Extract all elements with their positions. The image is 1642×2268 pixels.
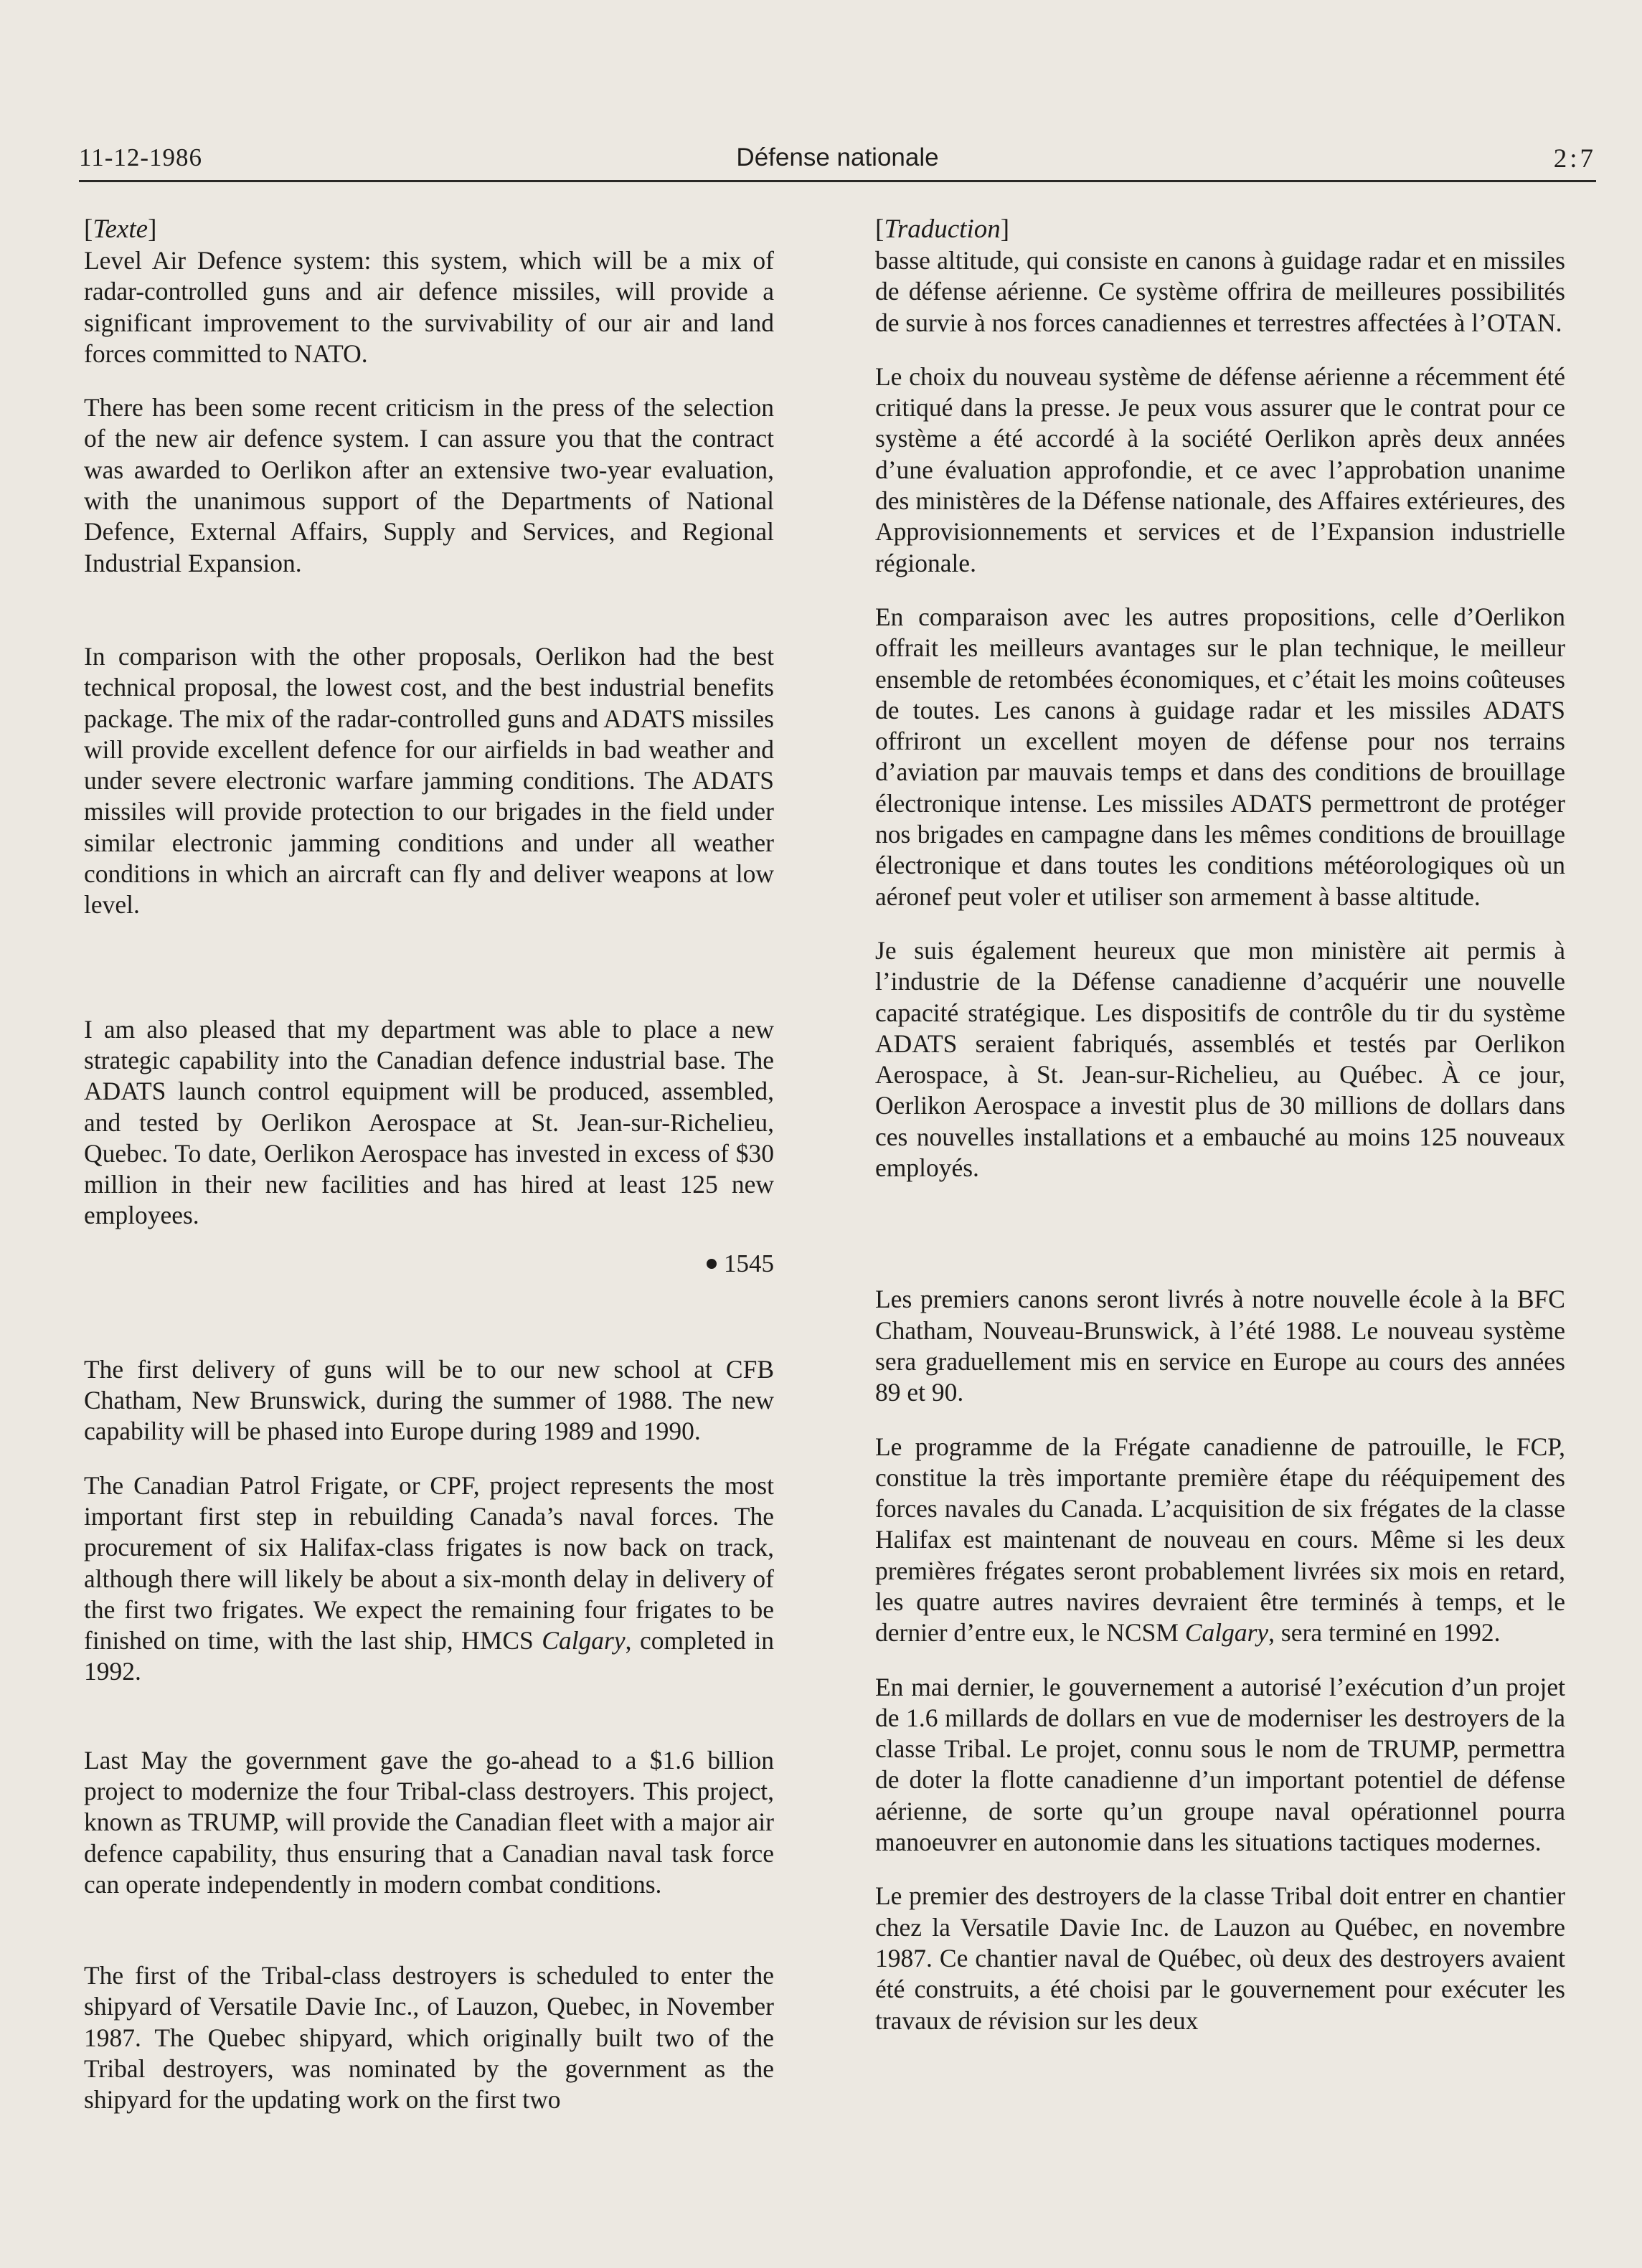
- text-tag: [Texte]: [84, 214, 157, 244]
- ship-name: Calgary: [542, 1626, 626, 1655]
- paragraph: En comparaison avec les autres propositions, celle d’Oerlikon offrait les meilleurs avantages sur le plan technique, le meilleur ensemble de retombées économiques, et c’était les moins coûteuses de toutes. Les canons à guidage radar et les missiles ADATS offriront un excellent moyen de défense pour nos terrains d’aviation par mauvais temps et dans des conditions de brouillage électronique intense. Les missiles ADATS permettront de protéger nos brigades en campagne dans les mêmes conditions de brouillage électronique et dans toutes les conditions météorologiques où un aéronef peut voler et utiliser son armement à basse altitude.: [875, 602, 1565, 911]
- ship-name: Calgary: [1184, 1618, 1269, 1648]
- paragraph: Le programme de la Frégate canadienne de patrouille, le FCP, constitue la très importante première étape du rééquipement des forces navales du Canada. L’acquisition de six frégates de la classe Halifax est maintenant de nouveau en cours. Même si les deux premières frégates seront probablement livrées six mois en retard, les quatre autres navires devraient être terminés à temps, et le dernier d’entre eux, le NCSM Calgary, sera terminé en 1992.: [875, 1432, 1565, 1648]
- paragraph: basse altitude, qui consiste en canons à guidage radar et en missiles de défense aérienne. Ce système offrira de meilleures possibilités de survie à nos forces canadiennes et terrestres affectées à l’OTAN.: [875, 246, 1565, 337]
- paragraph: En mai dernier, le gouvernement a autorisé l’exécution d’un projet de 1.6 millards de dollars en vue de moderniser les destroyers de la classe Tribal. Le projet, connu sous le nom de TRUMP, permettra de doter la flotte canadienne d’un important potentiel de défense aérienne, de sorte qu’un groupe naval opérationnel pourra manoeuvrer en autonomie dans les situations tactiques modernes.: [875, 1672, 1565, 1857]
- paragraph: Le premier des destroyers de la classe Tribal doit entrer en chantier chez la Versatile Davie Inc. de Lauzon au Québec, en novembre 1987. Ce chantier naval de Québec, où deux des destroyers avaient été construits, a été choisi par le gouvernement pour exécuter les travaux de révision sur les deux: [875, 1881, 1565, 2035]
- paragraph: Level Air Defence system: this system, which will be a mix of radar-controlled guns and air defence missiles, will provide a significant improvement to the survivability of our air and land forces committed to NATO.: [84, 246, 774, 368]
- french-column: [875, 214, 1565, 2036]
- paragraph: Je suis également heureux que mon ministère ait permis à l’industrie de la Défense canadienne d’acquérir une nouvelle capacité stratégique. Les dispositifs de contrôle du tir du système ADATS seraient fabriqués, assemblés et testés par Oerlikon Aerospace, à St. Jean-sur-Richelieu, au Québec. À ce jour, Oerlikon Aerospace a investit plus de 30 millions de dollars dans ces nouvelles installations et a embauché au moins 125 nouveaux employés.: [875, 935, 1565, 1183]
- page-header: [79, 143, 1596, 178]
- paragraph: Le choix du nouveau système de défense aérienne a récemment été critiqué dans la presse. Je peux vous assurer que le contrat pour ce système a été accordé à la société Oerlikon après deux années d’une évaluation approfondie, et ce avec l’approbation unanime des ministères de la Défense nationale, des Affaires extérieures, des Approvisionnements et services et de l’Expansion industrielle régionale.: [875, 362, 1565, 577]
- paragraph: I am also pleased that my department was able to place a new strategic capability into the Canadian defence industrial base. The ADATS launch control equipment will be produced, assembled, and tested by Oerlikon Aerospace at St. Jean-sur-Richelieu, Quebec. To date, Oerlikon Aerospace has invested in excess of $30 million in their new facilities and has hired at least 125 new employees.: [84, 1014, 774, 1230]
- header-rule: [79, 180, 1596, 182]
- header-date: 11-12-1986: [79, 143, 203, 171]
- header-title: Défense nationale: [736, 143, 939, 171]
- time-marker: 1545: [84, 1248, 774, 1280]
- paragraph: The first of the Tribal-class destroyers is scheduled to enter the shipyard of Versatile Davie Inc., of Lauzon, Quebec, in November 1987. The Quebec shipyard, which originally built two of the Tribal destroyers, was nominated by the government as the shipyard for the updating work on the first two: [84, 1961, 774, 2115]
- paragraph: There has been some recent criticism in the press of the selection of the new air defence system. I can assure you that the contract was awarded to Oerlikon after an extensive two-year evaluation, with the unanimous support of the Departments of National Defence, External Affairs, Supply and Services, and Regional Industrial Expansion.: [84, 393, 774, 577]
- paragraph: The Canadian Patrol Frigate, or CPF, project represents the most important first step in rebuilding Canada’s naval forces. The procurement of six Halifax-class frigates is now back on track, although there will likely be about a six-month delay in delivery of the first two frigates. We expect the remaining four frigates to be finished on time, with the last ship, HMCS Calgary, completed in 1992.: [84, 1470, 774, 1686]
- header-page-number: 2:7: [1553, 144, 1596, 174]
- translation-tag: [Traduction]: [875, 214, 1010, 244]
- paragraph: The first delivery of guns will be to our new school at CFB Chatham, New Brunswick, during the summer of 1988. The new capability will be phased into Europe during 1989 and 1990.: [84, 1354, 774, 1446]
- english-column: [84, 214, 774, 2116]
- bullet-icon: [707, 1259, 717, 1269]
- paragraph: Last May the government gave the go-ahead to a $1.6 billion project to modernize the four Tribal-class destroyers. This project, known as TRUMP, will provide the Canadian fleet with a major air defence capability, thus ensuring that a Canadian naval task force can operate independently in modern combat conditions.: [84, 1745, 774, 1899]
- paragraph: In comparison with the other proposals, Oerlikon had the best technical proposal, the lowest cost, and the best industrial benefits package. The mix of the radar-controlled guns and ADATS missiles will provide excellent defence for our airfields in bad weather and under severe electronic warfare jamming conditions. The ADATS missiles will provide protection to our brigades in the field under similar electronic jamming conditions and under all weather conditions in which an aircraft can fly and deliver weapons at low level.: [84, 641, 774, 920]
- paragraph: Les premiers canons seront livrés à notre nouvelle école à la BFC Chatham, Nouveau-Brunswick, à l’été 1988. Le nouveau système sera graduellement mis en service en Europe au cours des années 89 et 90.: [875, 1285, 1565, 1407]
